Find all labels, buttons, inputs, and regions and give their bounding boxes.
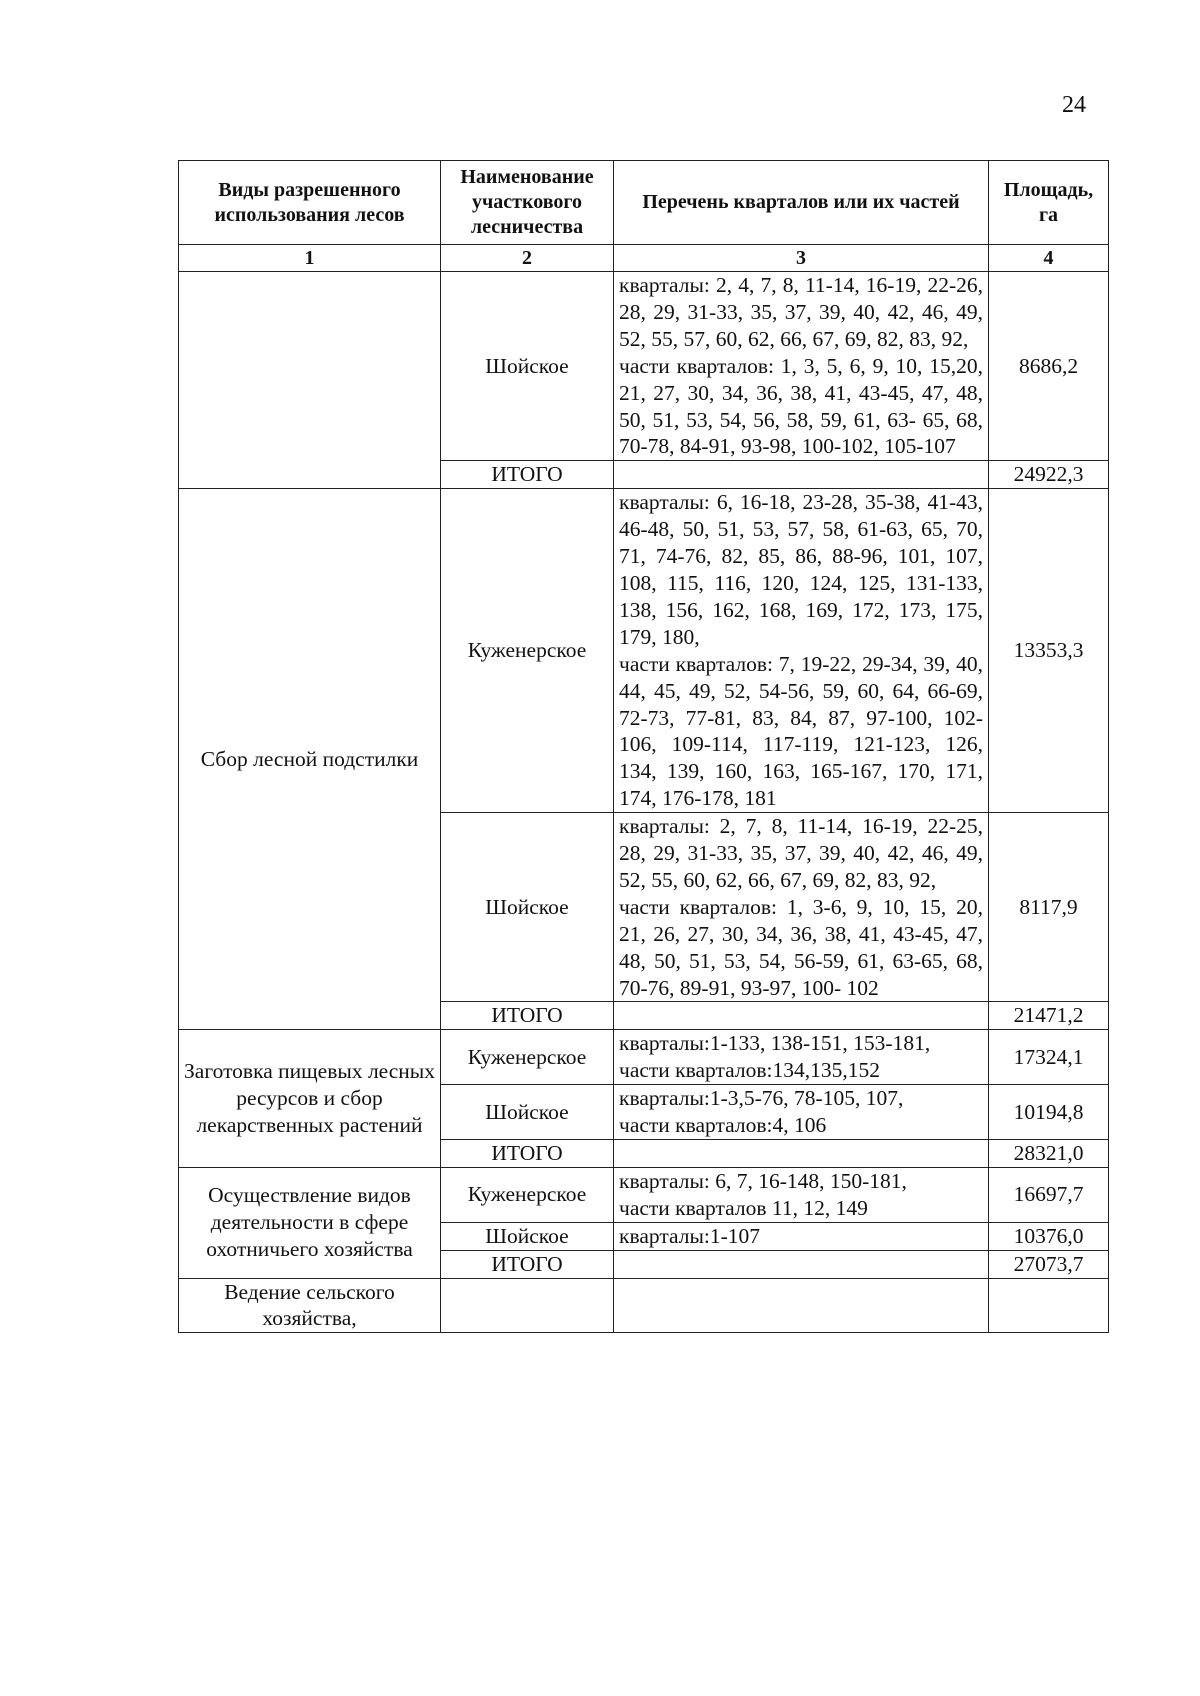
- table-header-row: [179, 161, 1109, 245]
- header-use-type: Виды разрешенного использования лесов: [179, 161, 441, 245]
- column-number-row: [179, 245, 1109, 272]
- forestry-cell: Шойское: [441, 813, 614, 1002]
- total-area: 21471,2: [989, 1002, 1109, 1030]
- quarters-cell: [614, 272, 989, 461]
- header-forestry: Наименование участкового лесничества: [441, 161, 614, 245]
- quarters-list: кварталы: 2, 4, 7, 8, 11-14, 16-19, 22-26, 28, 29, 31-33, 35, 37, 39, 40, 42, 46, 49, 52, 55, 57, 60, 62, 66, 67, 69, 82, 83, 92,: [619, 273, 983, 351]
- forestry-cell: Шойское: [441, 1085, 614, 1140]
- forestry-cell: Куженерское: [441, 1167, 614, 1222]
- table-row: [179, 272, 1109, 461]
- area-cell: 10194,8: [989, 1085, 1109, 1140]
- forestry-cell: Шойское: [441, 1222, 614, 1250]
- use-type-cell-empty: [179, 272, 441, 489]
- total-area: 24922,3: [989, 461, 1109, 489]
- quarters-cell: [614, 1085, 989, 1140]
- area-cell: 8686,2: [989, 272, 1109, 461]
- quarters-list: кварталы: 6, 7, 16-148, 150-181,: [619, 1168, 907, 1193]
- area-cell: 10376,0: [989, 1222, 1109, 1250]
- quarter-parts-list: части кварталов: 1, 3-6, 9, 10, 15, 20, 21, 26, 27, 30, 34, 36, 38, 41, 43-45, 47, 48, 50, 51, 53, 54, 56-59, 61, 63-65, 68, 70-76, 89-91, 93-97, 100- 102: [619, 894, 983, 1000]
- quarters-cell: [614, 489, 989, 813]
- table-row: [179, 1030, 1109, 1085]
- empty-cell: [614, 461, 989, 489]
- table-row: [179, 489, 1109, 813]
- total-label: ИТОГО: [441, 461, 614, 489]
- total-label: ИТОГО: [441, 1002, 614, 1030]
- area-cell: 17324,1: [989, 1030, 1109, 1085]
- total-label: ИТОГО: [441, 1140, 614, 1168]
- area-cell: 13353,3: [989, 489, 1109, 813]
- use-type-cell: Заготовка пищевых лесных ресурсов и сбор лекарственных растений: [179, 1030, 441, 1168]
- header-quarters: Перечень кварталов или их частей: [614, 161, 989, 245]
- table-row: [179, 1167, 1109, 1222]
- forestry-cell: Куженерское: [441, 1030, 614, 1085]
- quarters-cell: [614, 1030, 989, 1085]
- use-type-cell: Осуществление видов деятельности в сфере охотничьего хозяйства: [179, 1167, 441, 1278]
- quarter-parts-list: части кварталов:4, 106: [619, 1113, 827, 1138]
- column-number: 1: [179, 245, 441, 272]
- column-number: 2: [441, 245, 614, 272]
- total-area: 27073,7: [989, 1250, 1109, 1278]
- empty-cell: [614, 1002, 989, 1030]
- quarters-cell: кварталы:1-107: [614, 1222, 989, 1250]
- quarter-parts-list: части кварталов: 1, 3, 5, 6, 9, 10, 15,20, 21, 27, 30, 34, 36, 38, 41, 43-45, 47, 48, 50, 51, 53, 54, 56, 58, 59, 61, 63- 65, 68, 70-78, 84-91, 93-98, 100-102, 105-107: [619, 353, 983, 459]
- column-number: 4: [989, 245, 1109, 272]
- area-cell: 8117,9: [989, 813, 1109, 1002]
- quarters-cell: [614, 813, 989, 1002]
- header-area: Площадь, га: [989, 161, 1109, 245]
- quarters-cell: [614, 1167, 989, 1222]
- quarters-list: кварталы: 2, 7, 8, 11-14, 16-19, 22-25, 28, 29, 31-33, 35, 37, 39, 40, 42, 46, 49, 52, 55, 60, 62, 66, 67, 69, 82, 83, 92,: [619, 814, 983, 892]
- quarters-list: кварталы:1-133, 138-151, 153-181,: [619, 1031, 931, 1056]
- column-number: 3: [614, 245, 989, 272]
- empty-cell: [614, 1140, 989, 1168]
- total-label: ИТОГО: [441, 1250, 614, 1278]
- empty-cell: [989, 1278, 1109, 1333]
- forestry-cell: Куженерское: [441, 489, 614, 813]
- total-area: 28321,0: [989, 1140, 1109, 1168]
- quarter-parts-list: части кварталов 11, 12, 149: [619, 1195, 868, 1220]
- quarter-parts-list: части кварталов: 7, 19-22, 29-34, 39, 40, 44, 45, 49, 52, 54-56, 59, 60, 64, 66-69, 72-73, 77-81, 83, 84, 87, 97-100, 102-106, 109-114, 117-119, 121-123, 126, 134, 139, 160, 163, 165-167, 170, 171, 174, 176-178, 181: [619, 651, 983, 811]
- table-row: [179, 1278, 1109, 1333]
- use-type-cell: Сбор лесной подстилки: [179, 489, 441, 1030]
- empty-cell: [441, 1278, 614, 1333]
- quarter-parts-list: части кварталов:134,135,152: [619, 1058, 880, 1083]
- forest-use-table: [178, 160, 1109, 1333]
- page-number: 24: [1062, 92, 1086, 118]
- quarters-list: кварталы:1-3,5-76, 78-105, 107,: [619, 1086, 904, 1111]
- use-type-cell: Ведение сельского хозяйства,: [179, 1278, 441, 1333]
- empty-cell: [614, 1278, 989, 1333]
- forestry-cell: Шойское: [441, 272, 614, 461]
- empty-cell: [614, 1250, 989, 1278]
- quarters-list: кварталы: 6, 16-18, 23-28, 35-38, 41-43, 46-48, 50, 51, 53, 57, 58, 61-63, 65, 70, 71, 74-76, 82, 85, 86, 88-96, 101, 107, 108, 115, 116, 120, 124, 125, 131-133, 138, 156, 162, 168, 169, 172, 173, 175, 179, 180,: [619, 490, 983, 649]
- area-cell: 16697,7: [989, 1167, 1109, 1222]
